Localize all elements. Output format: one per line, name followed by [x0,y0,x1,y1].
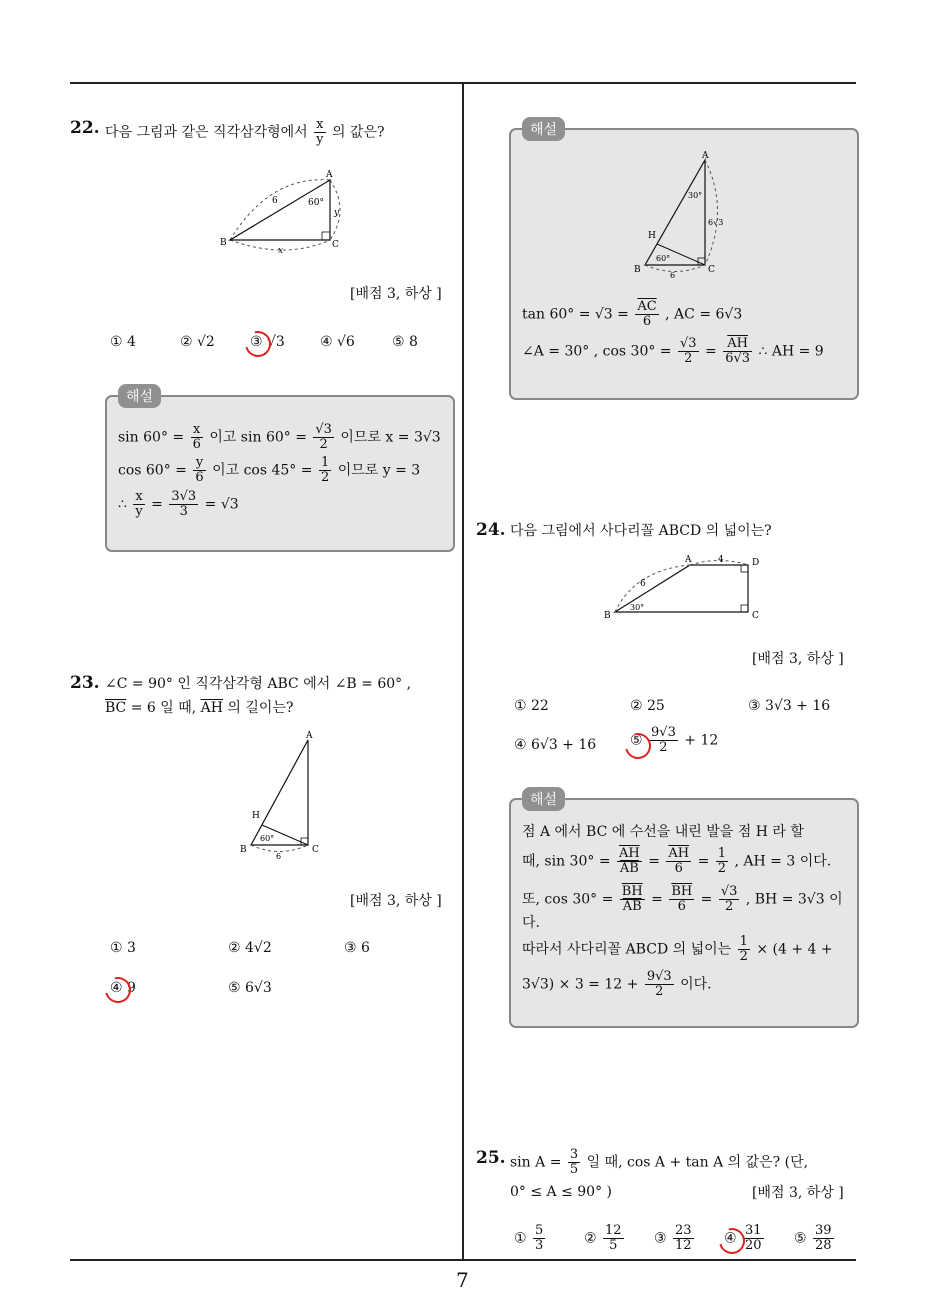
q25-c5-label: ⑤ [794,1230,807,1247]
sol23-frac3 [723,337,752,366]
q25-c4n: 31 [745,1223,762,1238]
q24-sol-frac2 [666,847,691,876]
q24-solution-tag: 해설 [522,787,565,811]
q25-l1b: 일 때, cos A + tan A 의 값은? (단, [586,1154,809,1171]
q24-sol-line5 [522,935,833,964]
q24-sol-l2a: 때, sin 30° = [522,853,611,870]
q22-sol-l1b: 이고 sin 60° = [209,429,307,446]
q24-sol-l3b: = [651,891,663,908]
q24-sol-f8n: 9√3 [646,969,672,984]
q25-line2: 0° ≤ A ≤ 90° ) [510,1184,613,1200]
q24-sol-l4: 다. [522,915,540,931]
q24-label-angle: 30° [630,603,645,612]
sol23-frac2 [678,337,699,366]
sol23-frac1 [635,300,658,329]
q22-sol-f5n: x [133,490,144,505]
q22-label-angle: 60° [308,198,324,208]
q24-sol-l5a: 따라서 사다리꼴 ABCD 의 넓이는 [522,941,732,958]
page-number: 7 [456,1268,469,1292]
q22-sol-l2a: cos 60° = [118,462,187,479]
q23-answer-circle-icon [100,972,136,1008]
q24-sol-frac5 [669,885,694,914]
q24-sol-l5b: × (4 + 4 + [756,941,833,958]
q23-choice-3[interactable]: ③ 6 [344,940,370,956]
q22-sol-frac5 [133,490,144,519]
q24-label-b: B [604,611,611,621]
q23-label-a: A [306,731,313,741]
q22-sol-frac4 [319,456,331,485]
q24-sol-l3c: = [700,891,713,908]
sol23-label-base: 6 [670,271,676,280]
q25-c4-label: ④ [724,1230,737,1247]
q25-c1-label: ① [514,1230,527,1247]
sol23-f3n: $\overline{AH}$ [723,337,752,352]
q24-choice-5-label: ⑤ [630,732,643,749]
q22-sol-f5d: y [135,504,143,519]
q25-c5-frac [813,1224,834,1253]
q24-sol-frac4 [620,885,645,914]
sol23-line1 [522,300,742,329]
q25-l1a: sin A = [510,1154,562,1171]
q23-line2 [105,697,294,719]
sol23-f2d: 2 [684,351,693,366]
sol23-label-c: C [708,265,715,275]
q22-sol-f2n: √3 [315,422,332,437]
q25-c5d: 28 [815,1238,832,1253]
q23-line1: ∠C = 90° 인 직각삼각형 ABC 에서 ∠B = 60° , [105,676,412,692]
q25-c3-label: ③ [654,1230,667,1247]
q24-choice-5-frac [649,726,678,755]
q25-number: 25. [476,1148,506,1168]
q25-c3n: 23 [675,1223,692,1238]
q23-label-base: 6 [276,852,282,860]
q23-choice-5[interactable]: ⑤ 6√3 [228,980,272,996]
q24-sol-frac1 [617,847,642,876]
q24-sol-l3e: , BH = 3√3 이 [745,891,843,908]
q22-fraction [314,118,325,147]
q22-answer-circle-icon [240,326,276,362]
q24-choice-1[interactable]: ① 22 [514,698,549,714]
q24-sol-f5n: $\overline{BH}$ [671,884,693,899]
q25-c1n: 5 [535,1223,544,1238]
q22-label-hyp: 6 [272,196,278,206]
q25-c2n: 12 [605,1223,622,1238]
q22-label-side: y [334,208,340,218]
q22-sol-l3c: = √3 [204,496,239,513]
q23-choice-1[interactable]: ① 3 [110,940,136,956]
q24-sol-f6d: 2 [724,899,734,914]
q25-c2d: 5 [609,1238,618,1253]
q22-label-a: A [326,170,333,180]
q22-sol-l1c: 이므로 x = 3√3 [340,429,441,446]
q24-sol-f8d: 2 [655,984,664,999]
q24-sol-f2n: $\overline{AH}$ [668,846,690,861]
q24-sol-l2e: , AH = 3 이다. [734,853,832,870]
q22-sol-f3d: 6 [195,470,204,485]
q25-choice-5[interactable] [794,1224,836,1253]
q22-frac-n: x [314,118,325,133]
q23-choice-4[interactable]: ④ 9 [110,980,136,996]
q25-line1 [510,1148,808,1177]
q25-fd: 5 [569,1162,579,1177]
q24-sol-line2 [522,847,831,876]
sol23-f2n: √3 [680,336,697,351]
q23-bc: $\overline{BC}$ [105,700,127,716]
q25-c3d: 12 [675,1238,692,1253]
q25-fn: 3 [569,1147,579,1162]
q25-c1-frac [533,1224,545,1253]
q25-choice-3[interactable] [654,1224,696,1253]
sol23-line2 [522,337,824,366]
q22-solution-tag: 해설 [118,384,161,408]
q24-label-c: C [752,611,759,621]
q22-label-b: B [220,238,227,248]
q24-sol-f4d: AB [622,899,642,914]
q22-sol-f3n: y [193,456,205,471]
q22-sol-frac3 [193,456,205,485]
q24-sol-frac3 [716,847,728,876]
q25-choice-1[interactable] [514,1224,547,1253]
sol23-label-angle-b: 60° [656,254,671,263]
q24-choice-4[interactable]: ④ 6√3 + 16 [514,737,597,753]
q24-sol-line4 [522,913,540,933]
q23-solution-tag: 해설 [522,117,565,141]
q25-frac [568,1148,580,1177]
q24-sol-f1d: AB [619,861,639,876]
sol23-f1d: 6 [642,314,652,329]
q23-label-c: C [312,845,319,855]
q24-c5-post: + 12 [684,732,719,749]
q22-sol-f6d: 3 [179,504,188,519]
q24-sol-l3a: 또, cos 30° = [522,891,614,908]
q25-c4-frac [743,1224,764,1253]
q24-label-top: 4 [718,555,724,565]
q24-sol-f7d: 2 [739,949,748,964]
q24-sol-frac6 [719,885,740,914]
q22-choice-4[interactable]: ④ √6 [320,334,355,350]
q24-sol-f2d: 6 [674,861,683,876]
q24-choice-3[interactable]: ③ 3√3 + 16 [748,698,831,714]
q24-figure [600,550,780,625]
q22-score: [배점 3, 하상 ] [350,286,442,302]
q24-sol-f3d: 2 [717,861,727,876]
q23-ah: $\overline{AH}$ [200,700,223,716]
q24-sol-l6a: 3√3) × 3 = 12 + [522,976,639,993]
q25-c5n: 39 [815,1223,832,1238]
q22-sol-l2b: 이고 cos 45° = [212,462,313,479]
q24-sol-l6b: 이다. [680,976,712,993]
q24-score: [배점 3, 하상 ] [752,651,844,667]
sol23-label-b: B [634,265,641,275]
q22-figure [210,165,360,255]
q25-c2-label: ② [584,1230,597,1247]
q24-c5n: 9√3 [651,725,676,740]
q24-label-side: 6 [640,579,646,589]
q22-choice-3[interactable]: ③ √3 [250,334,285,350]
q22-sol-f6n: 3√3 [171,489,197,504]
q24-sol-line3 [522,885,843,914]
sol23-label-h: H [648,231,656,241]
q23-label-h: H [252,811,260,821]
q23-solution-figure [630,150,740,280]
q24-label-d: D [752,558,760,568]
q22-choice-5[interactable]: ⑤ 8 [392,334,418,350]
q24-sol-f3n: 1 [717,846,727,861]
q23-label-b: B [240,845,247,855]
sol23-l1b: , AC = 6√3 [665,306,743,323]
q22-sol-l3b: = [151,496,168,513]
q23-number: 23. [70,673,100,693]
q24-sol-frac7 [738,935,750,964]
sol23-l2b: = [705,343,717,360]
q24-sol-f1n: $\overline{AH}$ [619,846,640,861]
q25-choice-2[interactable] [584,1224,626,1253]
column-divider [462,84,464,1260]
sol23-l2c: ∴ AH = 9 [758,343,824,360]
q22-sol-f1n: x [191,423,203,438]
q22-sol-f2d: 2 [319,437,328,452]
q22-sol-f4n: 1 [320,455,330,470]
q22-text-pre: 다음 그림과 같은 직각삼각형에서 [105,124,308,141]
q23-line2b: 의 길이는? [222,700,294,716]
q23-choice-2[interactable]: ② 4√2 [228,940,272,956]
q24-choice-2[interactable]: ② 25 [630,698,665,714]
q25-c1d: 3 [535,1238,544,1253]
sol23-l2a: ∠A = 30° , cos 30° = [522,343,672,360]
q24-sol-f7n: 1 [739,934,748,949]
q24-sol-f6n: √3 [720,884,738,899]
q22-choice-2[interactable]: ② √2 [180,334,215,350]
q22-sol-l1a: sin 60° = [118,429,185,446]
q22-sol-l3a: ∴ [118,496,132,513]
bottom-rule [70,1259,856,1261]
q22-number: 22. [70,118,100,138]
q22-choice-1[interactable]: ① 4 [110,334,136,350]
q25-c3-frac [673,1224,694,1253]
q22-sol-line1 [118,423,441,452]
q22-sol-line2 [118,456,420,485]
q22-text-post: 의 값은? [331,124,385,141]
q25-score: [배점 3, 하상 ] [752,1185,844,1201]
sol23-f1n: $\overline{AC}$ [637,299,657,314]
q24-sol-line6 [522,970,712,999]
q24-sol-l1: 점 A 에서 BC 에 수선을 내린 발을 점 H 라 할 [522,824,804,840]
q24-sol-l2b: = [648,853,660,870]
q24-sol-f5d: 6 [677,899,686,914]
q24-c5d: 2 [659,740,668,755]
q22-sol-line3 [118,490,239,519]
sol23-label-a: A [702,151,709,161]
q24-text: 다음 그림에서 사다리꼴 ABCD 의 넓이는? [510,523,772,539]
q24-sol-f4n: $\overline{BH}$ [621,884,643,899]
sol23-label-angle-a: 30° [688,191,703,200]
q23-figure [236,730,336,860]
q22-text [105,118,384,147]
q23-score: [배점 3, 하상 ] [350,893,442,909]
q22-sol-frac1 [191,423,203,452]
sol23-l1a: tan 60° = √3 = [522,306,629,323]
q25-c4d: 20 [745,1238,762,1253]
sol23-label-side: 6√3 [708,218,724,227]
q22-frac-d: y [316,132,324,147]
q24-sol-line1 [522,822,804,842]
sol23-f3d: 6√3 [725,351,751,366]
q24-sol-l2c: = [697,853,710,870]
q22-sol-l2c: 이므로 y = 3 [337,462,421,479]
q24-number: 24. [476,520,506,540]
q22-sol-f4d: 2 [320,470,330,485]
q22-sol-frac2 [313,423,334,452]
q22-sol-frac6 [169,490,198,519]
q22-sol-f1d: 6 [192,437,201,452]
q24-label-a: A [685,555,692,565]
q23-label-angle: 60° [260,834,275,843]
q22-label-c: C [332,240,339,250]
q25-c2-frac [603,1224,624,1253]
q23-line2-text: = 6 일 때, [126,700,201,716]
q22-label-base: x [278,246,284,255]
q24-sol-frac8 [645,970,674,999]
